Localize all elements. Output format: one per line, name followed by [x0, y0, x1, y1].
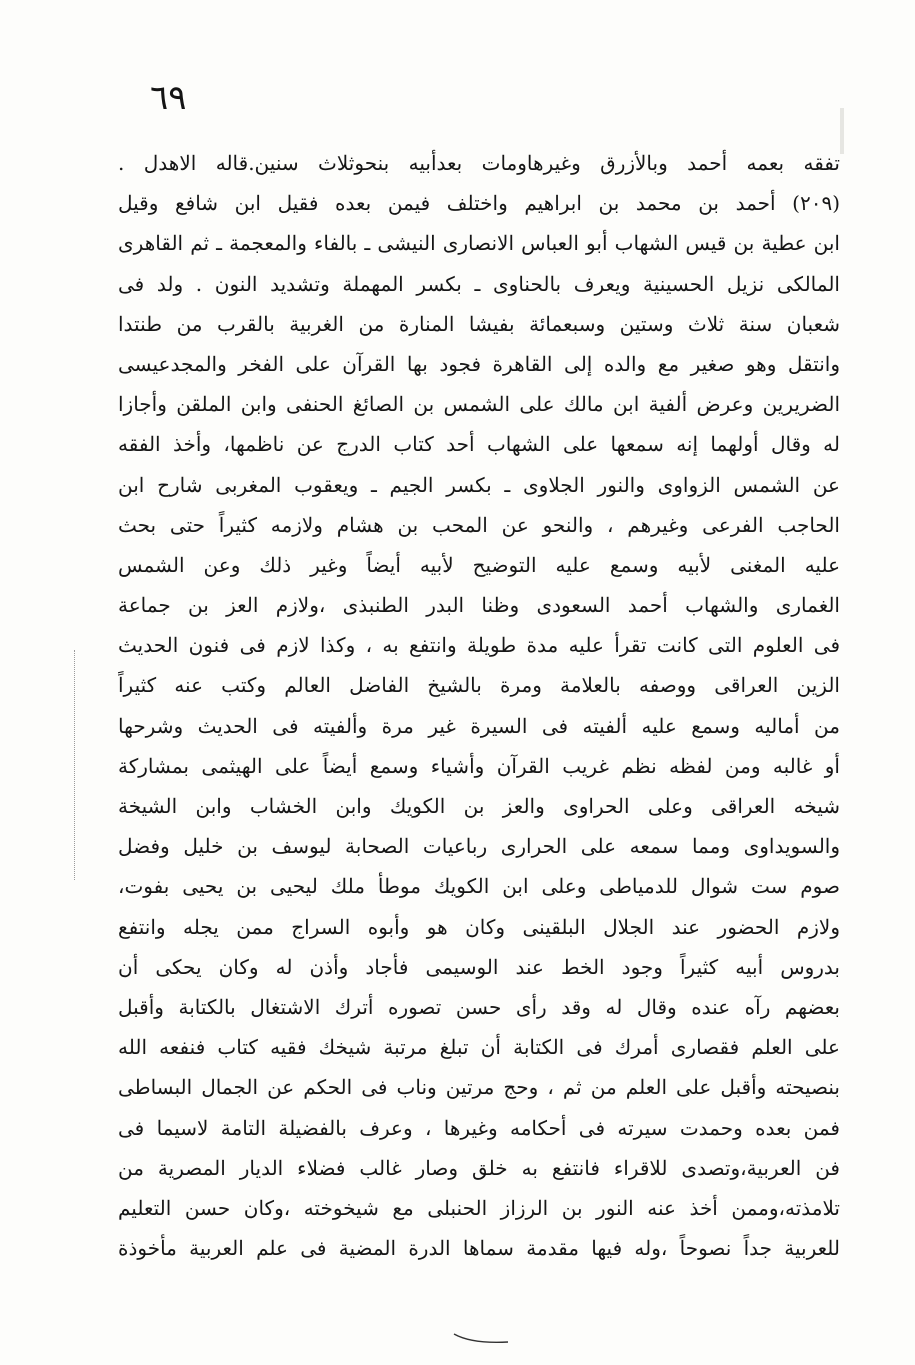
text-line: المالكى نزيل الحسينية ويعرف بالحناوى ـ بكسر المهملة وتشديد النون . ولد فى [118, 271, 840, 296]
text-line: الحاجب الفرعى وغيرهم ، والنحو عن المحب بن هشام ولازمه كثيراً حتى بحث [118, 512, 840, 537]
text-line: ولازم الحضور عند الجلال البلقينى وكان هو وأبوه السراج ممن يجله وانتفع [118, 914, 840, 939]
text-line: صوم ست شوال للدمياطى وعلى ابن الكويك موطأ ملك ليحيى بن يحيى بفوت، [118, 874, 840, 899]
text-line: على العلم فقصارى أمرك فى الكتابة أن تبلغ مرتبة شيخك فقيه كتاب فنفعه الله [118, 1035, 840, 1060]
text-line: بنصيحته وأقبل على العلم من ثم ، وحج مرتين وناب فى الحكم عن الجمال البساطى [118, 1075, 840, 1100]
text-line: للعربية جداً نصوحاً ،وله فيها مقدمة سماها الدرة المضية فى علم العربية مأخوذة [118, 1236, 840, 1261]
text-line: عن الشمس الزواوى والنور الجلاوى ـ بكسر الجيم ـ ويعقوب المغربى شارح ابن [118, 472, 840, 497]
text-line: وانتقل وهو صغير مع والده إلى القاهرة فجود بها القرآن على الفخر والمجدعيسى [118, 351, 840, 376]
text-line: بدروس أبيه كثيراً وجود الخط عند الوسيمى فأجاد وأذن له وكان يحكى أن [118, 954, 840, 979]
text-line: بعضهم رآه عنده وقال له وقد رأى حسن تصوره أترك الاشتغال بالكتابة وأقبل [118, 994, 840, 1019]
text-line: أو غالبه ومن لفظه نظم غريب القرآن وأشياء وسمع أيضاً على الهيثمى بمشاركة [118, 753, 840, 778]
text-line: الضريرين وعرض ألفية ابن مالك على الشمس بن الصائغ الحنفى وابن الملقن وأجازا [118, 392, 840, 417]
text-line: عليه المغنى لأبيه وسمع عليه التوضيح لأبيه أيضاً وغير ذلك وعن الشمس [118, 552, 840, 577]
text-line: ابن عطية بن قيس الشهاب أبو العباس الانصارى النيشى ـ بالفاء والمعجمة ـ ثم القاهرى [118, 231, 840, 256]
margin-scan-mark [74, 650, 99, 880]
text-line: الزين العراقى ووصفه بالعلامة ومرة بالشيخ الفاضل العالم وكتب عنه كثيراً [118, 673, 840, 698]
text-line: تلامذته،وممن أخذ عنه النور بن الرزاز الحنبلى مع شيخوخته ،وكان حسن التعليم [118, 1195, 840, 1220]
text-line: له وقال أولهما إنه سمعها على الشهاب أحد كتاب الدرج عن ناظمها، وأخذ الفقه [118, 432, 840, 457]
text-line: تفقه بعمه أحمد وبالأزرق وغيرهاومات بعدأبيه بنحوثلاث سنين.قاله الاهدل . [118, 151, 840, 175]
text-line: فى العلوم التى كانت تقرأ عليه مدة طويلة وانتفع به ، وكذا لازم فى فنون الحديث [118, 633, 840, 658]
text-line: شعبان سنة ثلاث وستين وسبعمائة بفيشا المنارة من الغربية بالقرب من طنتدا [118, 311, 840, 336]
text-line: من أماليه وسمع عليه ألفيته فى السيرة غير مرة وألفيته فى الحديث وشرحها [118, 713, 840, 738]
text-line: (٢٠٩) أحمد بن محمد بن ابراهيم واختلف فيمن بعده فقيل ابن شافع وقيل [118, 191, 840, 216]
text-line: الغمارى والشهاب أحمد السعودى وظنا البدر الطنبذى ،ولازم العز بن جماعة [118, 593, 840, 618]
text-line: فمن بعده وحمدت سيرته فى أحكامه وغيرها ، وعرف بالفضيلة التامة لاسيما فى [118, 1115, 840, 1140]
bottom-scan-mark [452, 1330, 510, 1346]
body-text [118, 143, 840, 1268]
page-edge-mark [840, 108, 844, 154]
text-line: والسويداوى ومما سمعه على الحرارى رباعيات الصحابة ليوسف بن خليل وفضل [118, 834, 840, 859]
text-line: شيخه العراقى وعلى الحراوى والعز بن الكويك وابن الخشاب وابن الشيخة [118, 794, 840, 818]
text-line: فن العربية،وتصدى للاقراء فانتفع به خلق وصار غالب فضلاء الديار المصرية من [118, 1155, 840, 1180]
page-number: ٦٩ [150, 78, 187, 118]
